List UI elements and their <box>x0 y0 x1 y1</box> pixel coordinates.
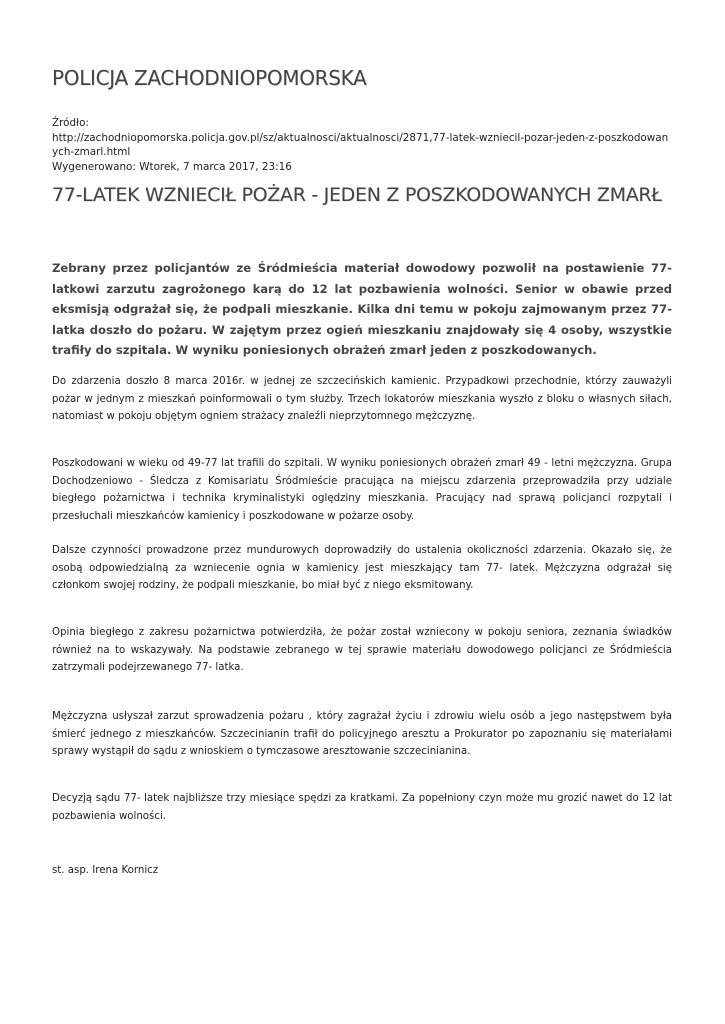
article-lead: Zebrany przez policjantów ze Śródmieścia materiał dowodowy pozwolił na postawienie 77- latkowi zarzutu zagrożonego karą do 12 lat pozbawienia wolności. Senior w obawie przed eksmisją odgrażał się, że podpali mieszkanie. Kilka dni temu w pokoju zajmowanym przez 77- latka doszło do pożaru. W zajętym przez ogień mieszkaniu znajdowały się 4 osoby, wszystkie trafiły do szpitala. W wyniku poniesionych obrażeń zmarł jeden z poszkodowanych. <box>52 261 672 358</box>
source-url[interactable]: http://zachodniopomorska.policja.gov.pl/sz/aktualnosci/aktualnosci/2871,77-latek-wzniecil-pozar-jeden-z-poszkodowanych-zmarl.html <box>52 131 669 158</box>
article-paragraph: Decyzją sądu 77- latek najbliższe trzy miesiące spędzi za kratkami. Za popełniony czyn może mu grozić nawet do 12 lat pozbawienia wolności. <box>52 793 672 822</box>
article-paragraph: Mężczyzna usłyszał zarzut sprowadzenia pożaru , który zagrażał życiu i zdrowiu wielu osób a jego następstwem była śmierć jednego z mieszkańców. Szczecinianin trafił do policyjnego aresztu a Prokurator po zapoznaniu się materiałami sprawy wystąpił do sądu z wnioskiem o tymczasowe aresztowanie szczecinianina. <box>52 711 672 757</box>
article-paragraph: Dalsze czynności prowadzone przez mundurowych doprowadziły do ustalenia okoliczności zdarzenia. Okazało się, że osobą odpowiedzialną za wzniecenie ognia w kamienicy jest mieszkający tam 77- latek. Mężczyzna odgrażał się członkom swojej rodziny, że podpali mieszkanie, bo miał być z niego eksmitowany. <box>52 545 672 591</box>
source-label: Źródło: <box>52 117 89 129</box>
article-paragraph: Poszkodowani w wieku od 49-77 lat trafili do szpitali. W wyniku poniesionych obrażeń zmarł 49 - letni mężczyzna. Grupa Dochodzeniowo - Śledcza z Komisariatu Śródmieście pracująca na miejscu zdarzenia przeprowadziła przy udziale biegłego pożarnictwa i technika kryminalistyki oględziny mieszkania. Pracujący nad sprawą policjanci rozpytali i przesłuchali mieszkańców kamienicy i poszkodowane w pożarze osoby. <box>52 458 672 522</box>
site-title: POLICJA ZACHODNIOPOMORSKA <box>52 66 367 90</box>
article-paragraph: Do zdarzenia doszło 8 marca 2016r. w jednej ze szczecińskich kamienic. Przypadkowi przechodnie, którzy zauważyli pożar w jednym z mieszkań poinformowali o tym służby. Trzech lokatorów mieszkania wyszło z bloku o własnych siłach, natomiast w pokoju objętym ogniem strażacy znaleźli nieprzytomnego mężczyznę. <box>52 376 672 422</box>
generated-date: Wygenerowano: Wtorek, 7 marca 2017, 23:16 <box>52 160 292 173</box>
article-title: 77-LATEK WZNIECIŁ POŻAR - JEDEN Z POSZKODOWANYCH ZMARŁ <box>52 184 662 206</box>
article-author: st. asp. Irena Kornicz <box>52 865 159 876</box>
article-paragraph: Opinia biegłego z zakresu pożarnictwa potwierdziła, że pożar został wzniecony w pokoju seniora, zeznania świadków również na to wskazywały. Na podstawie zebranego w tej sprawie materiału dowodowego policjanci ze Śródmieścia zatrzymali podejrzewanego 77- latka. <box>52 627 672 673</box>
source-meta <box>52 116 672 174</box>
